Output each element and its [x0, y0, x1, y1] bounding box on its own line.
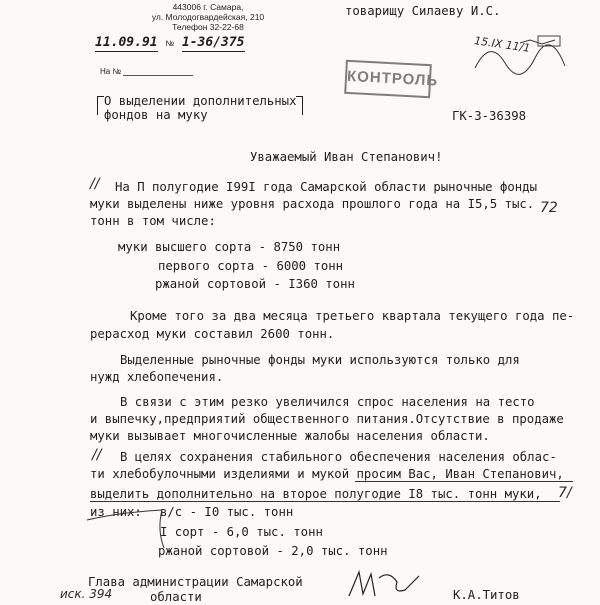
margin-mark-4: 7/	[558, 485, 572, 501]
request-item: I сорт - 6,0 тыс. тонн	[160, 525, 323, 539]
subject-bracket-left	[97, 96, 104, 115]
signatory-title-line-1: Глава администрации Самарской	[88, 575, 303, 589]
handwritten-underline	[355, 481, 573, 482]
reference-line	[100, 67, 193, 76]
signatory-title-line-2: области	[150, 590, 202, 604]
paragraph-2-line-2: рерасход муки составил 2600 тонн.	[90, 327, 335, 341]
registry-number: ГК-3-36398	[452, 109, 527, 123]
paragraph-1-line-2: муки выделены ниже уровня расхода прошлого года на I5,5 тыс.	[90, 197, 535, 211]
paragraph-4-line-3: муки вызывает многочисленные жалобы населения области.	[90, 429, 490, 443]
paragraph-2-line-1: Кроме того за два месяца третьего квартала текущего года пе-	[130, 309, 575, 323]
bottom-handwriting: иск. 394	[60, 587, 113, 601]
handwritten-scribble	[470, 28, 580, 78]
outgoing-number: 1-36/375	[181, 35, 245, 50]
paragraph-3-line-2: нужд хлебопечения.	[90, 370, 224, 384]
grade-item: ржаной сортовой - I360 тонн	[155, 277, 355, 291]
paragraph-5-line-4b: в/с - I0 тыс. тонн	[160, 505, 294, 519]
subject-line-2: фондов на муку	[104, 108, 208, 122]
control-stamp: КОНТРОЛЬ	[344, 60, 432, 98]
signatory-name: К.А.Титов	[453, 588, 520, 602]
paragraph-1-line-3: тонн в том числе:	[90, 214, 216, 228]
registration-line	[95, 35, 245, 50]
paragraph-5-line-3: выделить дополнительно на второе полугодие I8 тыс. тонн муки,	[90, 487, 542, 501]
grade-item: муки высшего сорта - 8750 тонн	[118, 240, 341, 254]
margin-mark-2: //	[92, 447, 102, 463]
paragraph-1-line-1: На П полугодие I99I года Самарской области рыночные фонды	[115, 180, 537, 194]
request-item: ржаной сортовой - 2,0 тыс. тонн	[158, 544, 388, 558]
handwritten-bracket	[82, 490, 352, 550]
margin-mark-1: //	[90, 176, 100, 192]
outgoing-date: 11.09.91	[95, 35, 158, 50]
reference-blank	[123, 67, 193, 76]
address-line-phone: Телефон 32-22-68	[172, 22, 244, 32]
grade-item: первого сорта - 6000 тонн	[158, 259, 344, 273]
handwritten-date-note: 15.IX 11/1	[473, 34, 532, 55]
address-line-street: ул. Молодогвардейская, 210	[151, 12, 265, 22]
signature-scribble	[345, 568, 425, 600]
letterhead-address	[138, 2, 278, 32]
subject-line-1: О выделении дополнительных	[104, 94, 297, 108]
addressee: товарищу Силаеву И.С.	[345, 4, 501, 18]
paragraph-4-line-2: и выпечку,предприятий общественного питания.Отсутствие в продаже	[90, 412, 564, 426]
address-line-city: 443006 г. Самара,	[172, 2, 244, 12]
paragraph-5-line-4a: из них:	[90, 505, 142, 519]
paragraph-5-line-1: В целях сохранения стабильного обеспечения населения облас-	[120, 450, 557, 464]
paragraph-5-line-2: ти хлебобулочными изделиями и мукой просим Вас, Иван Степанович,	[90, 467, 564, 481]
paragraph-3-line-1: Выделенные рыночные фонды муки используются только для	[120, 353, 520, 367]
margin-mark-3: 72	[540, 200, 558, 216]
paragraph-4-line-1: В связи с этим резко увеличился спрос населения на тесто	[120, 395, 535, 409]
reference-label: На №	[100, 67, 122, 76]
salutation: Уважаемый Иван Степанович!	[250, 150, 443, 164]
number-label: №	[165, 39, 175, 48]
subject-bracket-right	[296, 96, 303, 115]
